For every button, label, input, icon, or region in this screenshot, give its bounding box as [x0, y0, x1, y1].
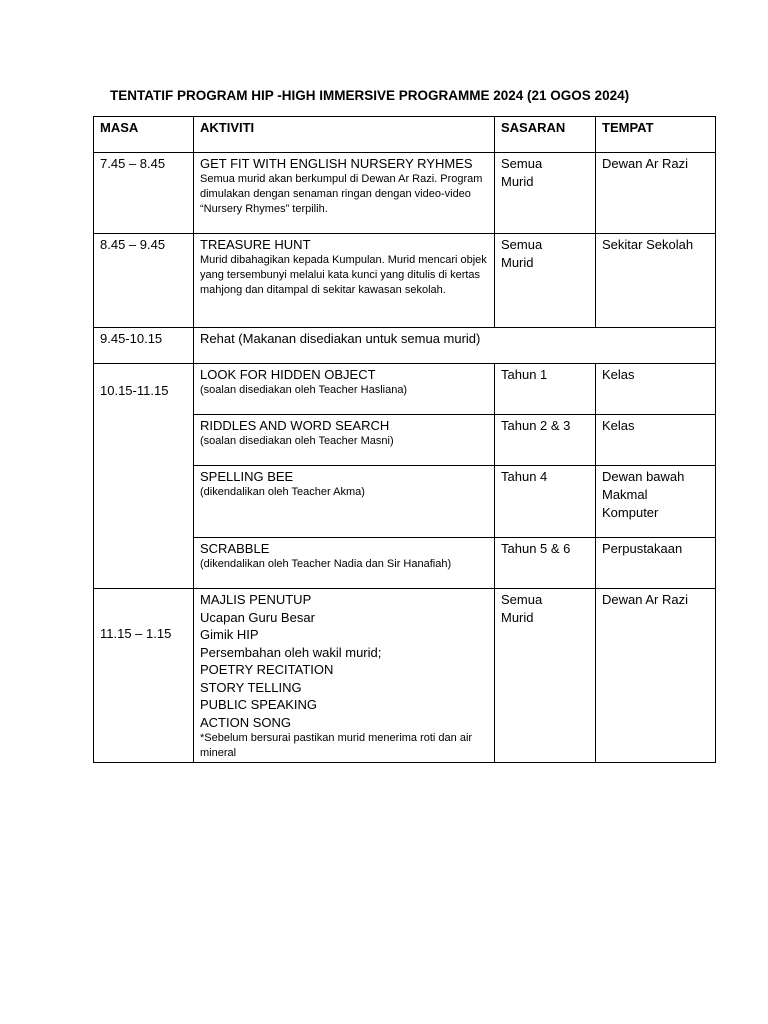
masa-text: 11.15 – 1.15	[100, 626, 172, 641]
activity-line: Gimik HIP	[200, 627, 259, 642]
activity-description: (soalan disediakan oleh Teacher Hasliana)	[200, 384, 408, 396]
activity-line: PUBLIC SPEAKING	[200, 697, 318, 712]
sasaran-line: Semua	[501, 237, 543, 252]
activity-line: POETRY RECITATION	[200, 662, 334, 677]
tempat-cell	[596, 466, 716, 538]
sasaran-line: Semua	[501, 592, 543, 607]
activity-cell	[194, 589, 495, 763]
tempat-line: Perpustakaan	[602, 541, 683, 556]
activity-title: SCRABBLE	[200, 541, 270, 556]
sasaran-cell: Tahun 2 & 3	[495, 415, 596, 466]
masa-cell: 9.45-10.15	[94, 328, 194, 364]
table-row	[94, 589, 716, 763]
activity-line: Persembahan oleh wakil murid;	[200, 644, 382, 660]
tempat-line: Dewan bawah	[602, 469, 685, 484]
sasaran-line: Murid	[501, 255, 534, 270]
tempat-line: Kelas	[602, 367, 635, 382]
sasaran-cell	[495, 589, 596, 763]
activity-description: (dikendalikan oleh Teacher Nadia dan Sir Hanafiah)	[200, 558, 452, 570]
sasaran-cell: Tahun 1	[495, 364, 596, 415]
activity-note: *Sebelum bersurai pastikan murid menerima roti dan air mineral	[200, 732, 473, 759]
tempat-cell	[596, 364, 716, 415]
activity-cell	[194, 538, 495, 589]
tempat-cell: Sekitar Sekolah	[596, 234, 716, 328]
activity-description: Murid dibahagikan kepada Kumpulan. Murid mencari objek yang tersembunyi melalui kata kunci yang ditulis di kertas mahjong dan ditampal di sekitar kawasan sekolah.	[200, 254, 487, 296]
activity-line: ACTION SONG	[200, 714, 292, 730]
activity-description: (dikendalikan oleh Teacher Akma)	[200, 486, 365, 498]
sasaran-line: Murid	[501, 174, 534, 189]
tempat-cell: Dewan Ar Razi	[596, 153, 716, 234]
header-aktiviti: AKTIVITI	[194, 117, 495, 153]
sasaran-line: Semua	[501, 156, 543, 171]
break-activity-cell: Rehat (Makanan disediakan untuk semua murid)	[194, 328, 716, 364]
activity-cell	[194, 466, 495, 538]
header-tempat: TEMPAT	[596, 117, 716, 153]
table-header-row	[94, 117, 716, 153]
header-sasaran: SASARAN	[495, 117, 596, 153]
tempat-cell: Dewan Ar Razi	[596, 589, 716, 763]
activity-line: Ucapan Guru Besar	[200, 609, 315, 625]
tempat-line: Kelas	[602, 418, 635, 433]
tempat-line: Makmal	[602, 487, 648, 502]
table-row	[94, 364, 716, 415]
sasaran-cell	[495, 153, 596, 234]
activity-title: TREASURE HUNT	[200, 237, 311, 252]
activity-cell	[194, 364, 495, 415]
sasaran-cell	[495, 234, 596, 328]
activity-title: GET FIT WITH ENGLISH NURSERY RYHMES	[200, 156, 473, 171]
masa-cell	[94, 364, 194, 589]
masa-cell: 7.45 – 8.45	[94, 153, 194, 234]
header-masa: MASA	[94, 117, 194, 153]
activity-cell	[194, 153, 495, 234]
sasaran-cell: Tahun 4	[495, 466, 596, 538]
masa-cell	[94, 589, 194, 763]
activity-title: LOOK FOR HIDDEN OBJECT	[200, 367, 376, 382]
activity-cell	[194, 234, 495, 328]
schedule-table	[93, 116, 716, 763]
sasaran-cell: Tahun 5 & 6	[495, 538, 596, 589]
table-row	[94, 234, 716, 328]
activity-description: (soalan disediakan oleh Teacher Masni)	[200, 435, 394, 447]
document-title: TENTATIF PROGRAM HIP -HIGH IMMERSIVE PROGRAMME 2024 (21 OGOS 2024)	[110, 88, 630, 103]
masa-text: 10.15-11.15	[100, 383, 169, 398]
activity-line: STORY TELLING	[200, 679, 302, 695]
activity-description: Semua murid akan berkumpul di Dewan Ar Razi. Program dimulakan dengan senaman ringan dengan video-video “Nursery Rhymes” terpilih.	[200, 173, 483, 215]
sasaran-line: Murid	[501, 610, 534, 625]
activity-title: SPELLING BEE	[200, 469, 294, 484]
activity-line: MAJLIS PENUTUP	[200, 592, 312, 607]
masa-cell: 8.45 – 9.45	[94, 234, 194, 328]
tempat-cell	[596, 538, 716, 589]
tempat-line: Komputer	[602, 505, 659, 520]
activity-title: RIDDLES AND WORD SEARCH	[200, 418, 390, 433]
table-row	[94, 153, 716, 234]
tempat-cell	[596, 415, 716, 466]
activity-cell	[194, 415, 495, 466]
table-row	[94, 328, 716, 364]
